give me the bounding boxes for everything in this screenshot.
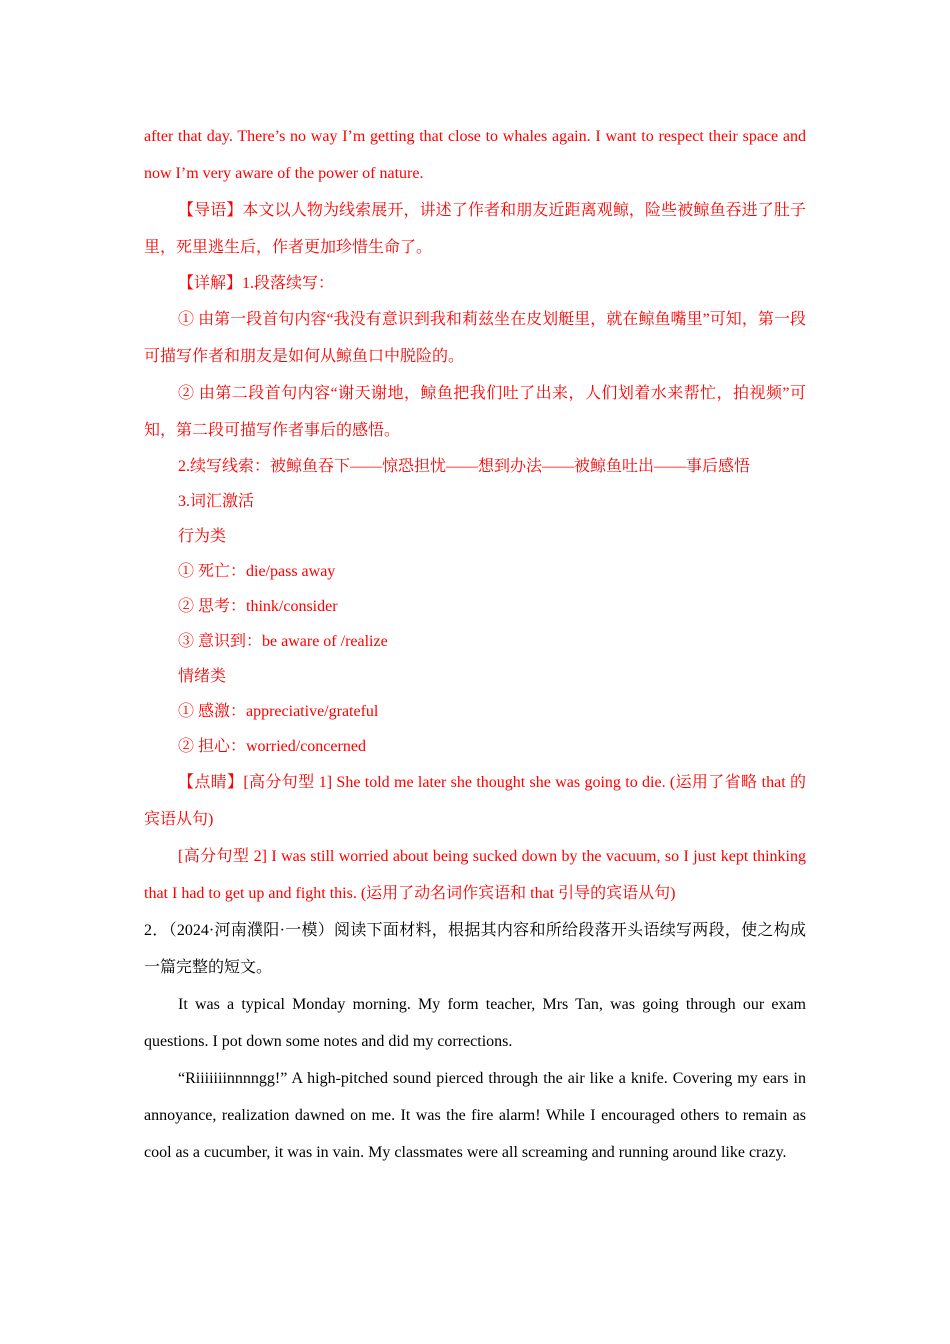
detail-point-2: ② 由第二段首句内容“谢天谢地，鲸鱼把我们吐了出来，人们划着水来帮忙，拍视频”可知，第二段可描写作者事后的感悟。 bbox=[144, 385, 806, 439]
vocabulary-heading: 3.词汇激活 bbox=[178, 493, 255, 510]
detail-point-1: ① 由第一段首句内容“我没有意识到我和莉兹坐在皮划艇里，就在鲸鱼嘴里”可知，第一段可描写作者和朋友是如何从鲸鱼口中脱险的。 bbox=[144, 311, 806, 365]
detail-heading: 【详解】1.段落续写： bbox=[178, 275, 335, 292]
intro-note: 【导语】本文以人物为线索展开，讲述了作者和朋友近距离观鲸，险些被鲸鱼吞进了肚子里，死里逃生后，作者更加珍惜生命了。 bbox=[144, 202, 806, 256]
story-paragraph-1: It was a typical Monday morning. My form teacher, Mrs Tan, was going through our exam questions. I pot down some notes and did my corrections. bbox=[144, 996, 806, 1050]
vocab-item: ③ 意识到：be aware of /realize bbox=[178, 633, 388, 650]
vocab-category-emotions: 情绪类 bbox=[178, 668, 227, 685]
vocab-item: ① 死亡：die/pass away bbox=[178, 563, 336, 580]
answer-ending-paragraph: after that day. There’s no way I’m getting that close to whales again. I want to respect their space and now I’m very aware of the power of nature. bbox=[144, 128, 806, 182]
story-paragraph-2: “Riiiiiiinnnngg!” A high-pitched sound pierced through the air like a knife. Covering my ears in annoyance, realization dawned on me. It was the fire alarm! While I encouraged others to remain as cool as a cucumber, it was in vain. My classmates were all screaming and running around like crazy. bbox=[144, 1070, 806, 1161]
document-page bbox=[144, 118, 806, 1171]
highlight-sentence-1: 【点睛】[高分句型 1] She told me later she thought she was going to die. (运用了省略 that 的宾语从句) bbox=[144, 774, 806, 828]
vocab-item: ② 担心：worried/concerned bbox=[178, 738, 366, 755]
vocab-item: ① 感激：appreciative/grateful bbox=[178, 703, 379, 720]
vocab-item: ② 思考：think/consider bbox=[178, 598, 338, 615]
vocab-category-actions: 行为类 bbox=[178, 528, 227, 545]
highlight-sentence-2: [高分句型 2] I was still worried about being sucked down by the vacuum, so I just kept thinking that I had to get up and fight this. (运用了动名词作宾语和 that 引导的宾语从句) bbox=[144, 848, 806, 902]
question-2-prompt: 2．（2024·河南濮阳·一模）阅读下面材料，根据其内容和所给段落开头语续写两段，使之构成一篇完整的短文。 bbox=[144, 922, 806, 976]
writing-clues: 2.续写线索：被鲸鱼吞下——惊恐担忧——想到办法——被鲸鱼吐出——事后感悟 bbox=[178, 458, 751, 475]
